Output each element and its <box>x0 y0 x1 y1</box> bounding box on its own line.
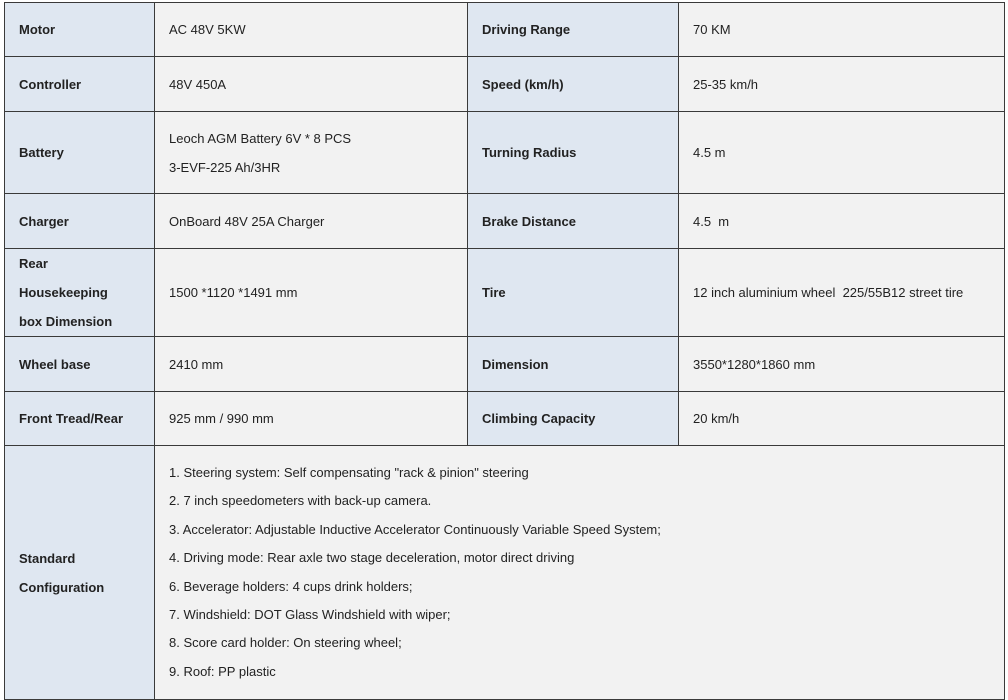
spec-label: Motor <box>5 3 155 57</box>
spec-label <box>5 249 155 337</box>
list-item: 8. Score card holder: On steering wheel; <box>169 635 402 651</box>
spec-value: 925 mm / 990 mm <box>155 392 468 446</box>
spec-label: Front Tread/Rear <box>5 392 155 446</box>
spec-value-line: Leoch AGM Battery 6V * 8 PCS <box>169 130 352 146</box>
spec-label: Speed (km/h) <box>468 57 679 112</box>
spec-label: Turning Radius <box>468 112 679 194</box>
list-item: 3. Accelerator: Adjustable Inductive Accelerator Continuously Variable Speed System; <box>169 521 661 537</box>
spec-value: 3550*1280*1860 mm <box>679 337 1005 392</box>
spec-table <box>4 2 1005 700</box>
spec-value: 1500 *1120 *1491 mm <box>155 249 468 337</box>
list-item: 2. 7 inch speedometers with back-up camera. <box>169 493 432 509</box>
list-item: 4. Driving mode: Rear axle two stage deceleration, motor direct driving <box>169 550 575 566</box>
list-item: 9. Roof: PP plastic <box>169 663 276 679</box>
spec-value: 20 km/h <box>679 392 1005 446</box>
spec-value-line: 3-EVF-225 Ah/3HR <box>169 159 281 175</box>
spec-label <box>5 446 155 700</box>
table-row <box>5 392 1005 446</box>
table-row <box>5 57 1005 112</box>
list-item: 6. Beverage holders: 4 cups drink holders; <box>169 578 413 594</box>
spec-value: 25-35 km/h <box>679 57 1005 112</box>
spec-label: Charger <box>5 194 155 249</box>
spec-value: 4.5 m <box>679 194 1005 249</box>
spec-value: 4.5 m <box>679 112 1005 194</box>
spec-value: 2410 mm <box>155 337 468 392</box>
spec-label: Wheel base <box>5 337 155 392</box>
spec-label: Driving Range <box>468 3 679 57</box>
spec-label-line: Standard <box>19 550 76 566</box>
spec-label: Controller <box>5 57 155 112</box>
table-row <box>5 194 1005 249</box>
spec-label: Dimension <box>468 337 679 392</box>
list-item: 1. Steering system: Self compensating "rack & pinion" steering <box>169 464 529 480</box>
standard-configuration-list <box>155 446 1005 700</box>
spec-value: 70 KM <box>679 3 1005 57</box>
spec-label-line: box Dimension <box>19 314 113 329</box>
spec-value: 12 inch aluminium wheel 225/55B12 street tire <box>679 249 1005 337</box>
spec-value: 48V 450A <box>155 57 468 112</box>
spec-label-line: Rear Housekeeping <box>19 256 108 300</box>
table-row <box>5 3 1005 57</box>
table-row <box>5 112 1005 194</box>
spec-value: OnBoard 48V 25A Charger <box>155 194 468 249</box>
spec-label: Tire <box>468 249 679 337</box>
spec-label: Battery <box>5 112 155 194</box>
spec-label: Climbing Capacity <box>468 392 679 446</box>
spec-label-line: Configuration <box>19 579 105 595</box>
spec-value: AC 48V 5KW <box>155 3 468 57</box>
list-item: 7. Windshield: DOT Glass Windshield with wiper; <box>169 606 451 622</box>
table-row <box>5 249 1005 337</box>
spec-label: Brake Distance <box>468 194 679 249</box>
spec-value <box>155 112 468 194</box>
table-row-standard-configuration <box>5 446 1005 700</box>
table-row <box>5 337 1005 392</box>
